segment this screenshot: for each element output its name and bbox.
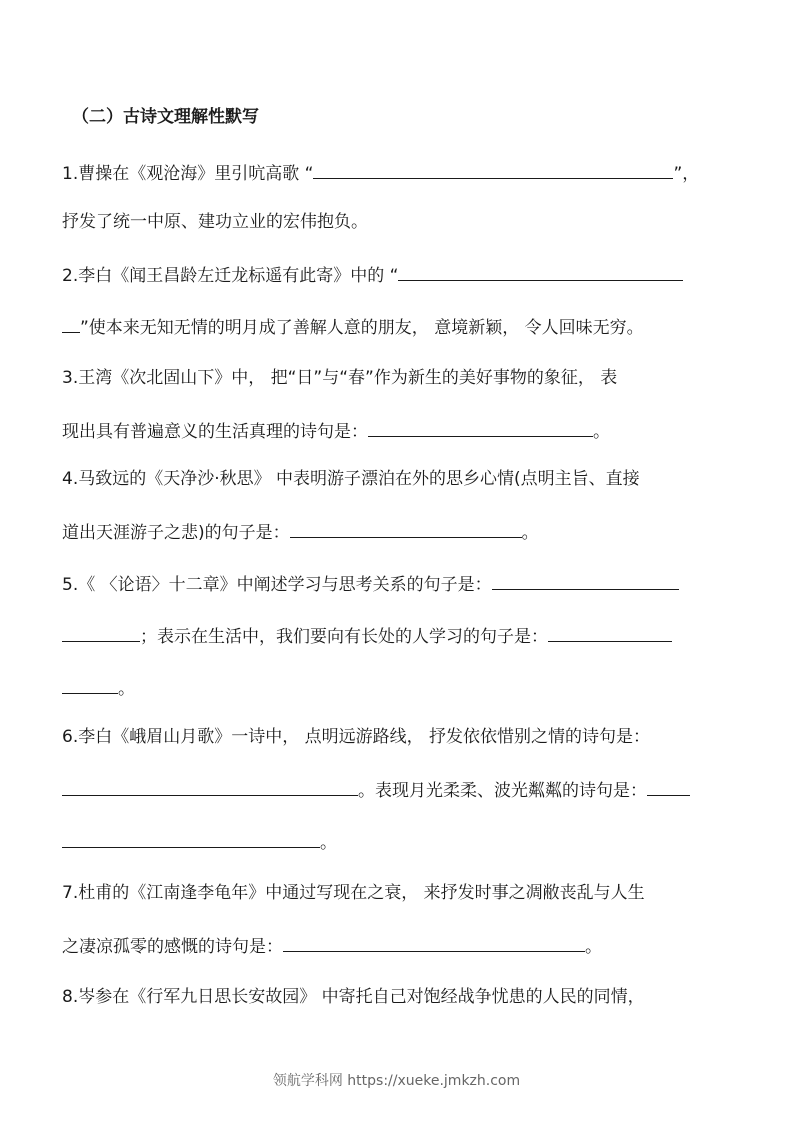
question-4-line-2 (62, 519, 539, 545)
question-5-line-3 (62, 675, 135, 701)
answer-blank[interactable] (62, 314, 80, 333)
q5-end: 。 (118, 679, 135, 699)
question-3-line-2 (62, 418, 610, 444)
question-8-line-1: 8.岑参在《行军九日思长安故园》 中寄托自己对饱经战争忧患的人民的同情， (62, 987, 645, 1007)
question-7-line-1: 7.杜甫的《江南逢李龟年》中通过写现在之衰， 来抒发时事之凋敝丧乱与人生 (62, 883, 645, 903)
question-2-line-2 (62, 314, 644, 340)
answer-blank[interactable] (548, 623, 672, 642)
question-1-line-2: 抒发了统一中原、建功立业的宏伟抱负。 (62, 212, 368, 232)
question-1-line-1 (62, 160, 699, 186)
q4-end: 。 (521, 523, 539, 543)
q5-text-2: ；表示在生活中，我们要向有长处的人学习的句子是： (140, 627, 548, 647)
section-title: （二）古诗文理解性默写 (72, 107, 259, 127)
question-6-line-1: 6.李白《峨眉山月歌》一诗中， 点明远游路线， 抒发依依惜别之情的诗句是： (62, 727, 651, 747)
answer-blank[interactable] (290, 519, 522, 538)
answer-blank[interactable] (492, 571, 679, 590)
q2-text: 2.李白《闻王昌龄左迁龙标遥有此寄》中的 “ (62, 266, 399, 286)
q1-suffix: ”， (673, 164, 700, 184)
question-5-line-2 (62, 623, 672, 649)
q7-end: 。 (585, 937, 602, 957)
answer-blank[interactable] (62, 777, 358, 796)
question-6-line-3 (62, 829, 337, 855)
q6-text-2: 。表现月光柔柔、波光粼粼的诗句是： (358, 781, 647, 801)
question-6-line-2 (62, 777, 690, 803)
q5-text: 5.《 〈论语〉十二章》中阐述学习与思考关系的句子是： (62, 575, 492, 595)
answer-blank[interactable] (283, 933, 585, 952)
question-3-line-1: 3.王湾《次北固山下》中， 把“日”与“春”作为新生的美好事物的象征， 表 (62, 368, 618, 388)
answer-blank[interactable] (368, 418, 593, 437)
page-footer: 领航学科网 https://xueke.jmkzh.com (272, 1073, 521, 1089)
answer-blank[interactable] (62, 675, 118, 694)
q3-end: 。 (593, 422, 610, 442)
answer-blank[interactable] (398, 262, 683, 281)
question-5-line-1 (62, 571, 679, 597)
q7-text: 之凄凉孤零的感慨的诗句是： (62, 937, 283, 957)
answer-blank[interactable] (62, 623, 140, 642)
question-4-line-1: 4.马致远的《天净沙·秋思》 中表明游子漂泊在外的思乡心情(点明主旨、直接 (62, 469, 640, 489)
q3-text: 现出具有普遍意义的生活真理的诗句是： (62, 422, 368, 442)
answer-blank[interactable] (62, 829, 320, 848)
q1-text: 1.曹操在《观沧海》里引吭高歌 “ (62, 164, 314, 184)
question-7-line-2 (62, 933, 602, 959)
q6-end: 。 (320, 833, 337, 853)
question-2-line-1 (62, 262, 683, 288)
answer-blank[interactable] (313, 160, 673, 179)
q2-text-2: ”使本来无知无情的明月成了善解人意的朋友， 意境新颖， 令人回味无穷。 (80, 318, 644, 338)
q4-text: 道出天涯游子之悲)的句子是： (62, 523, 290, 543)
answer-blank[interactable] (647, 777, 690, 796)
